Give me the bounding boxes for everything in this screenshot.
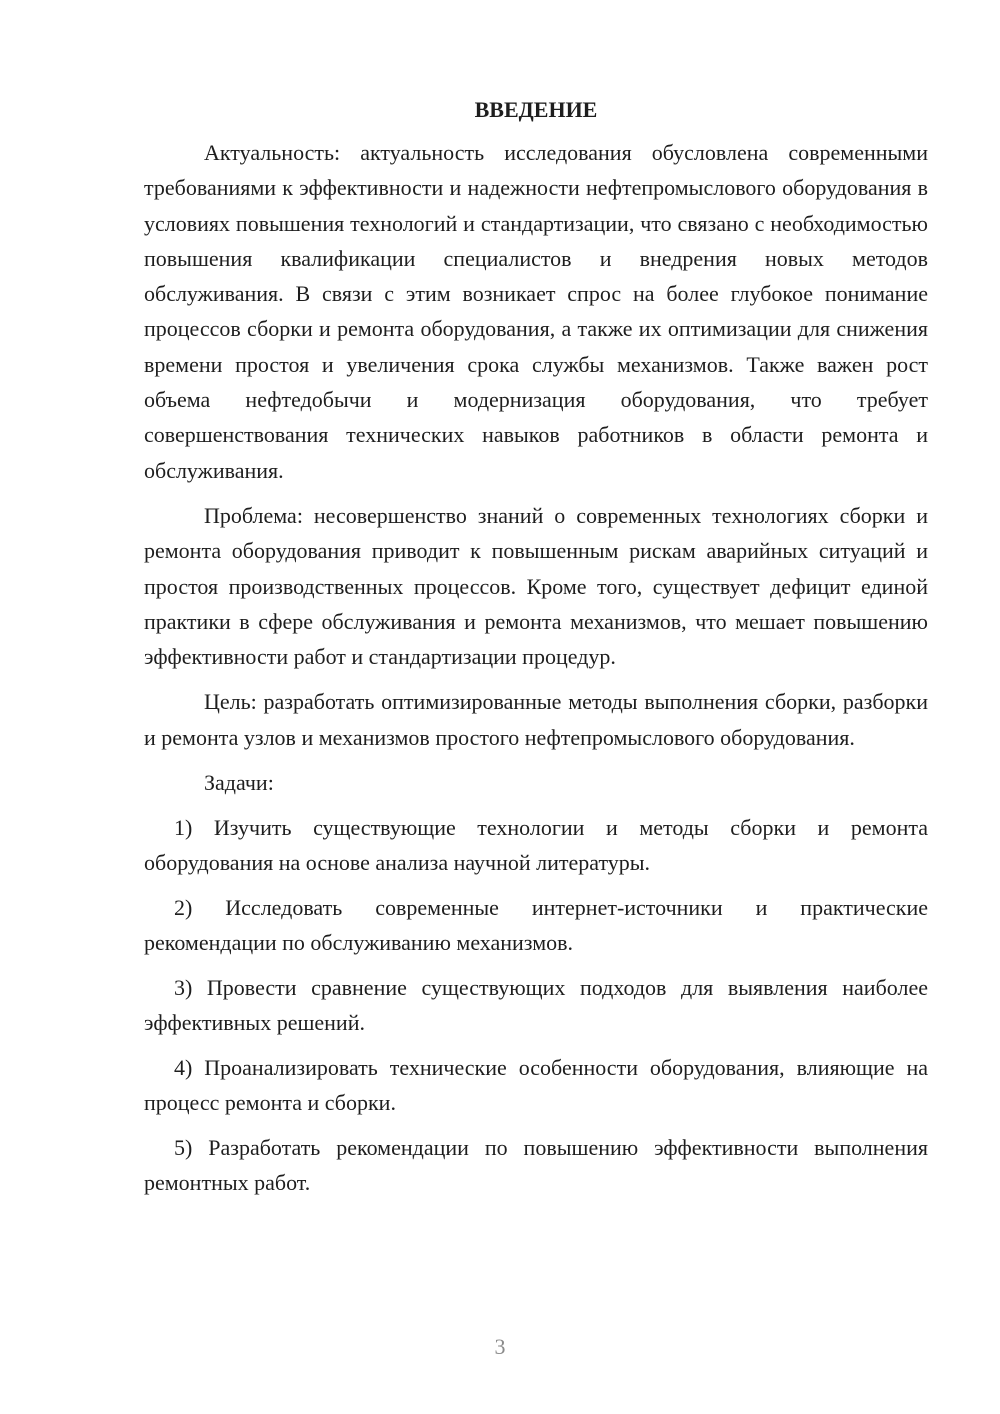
page-content (144, 95, 928, 1200)
task-item-4: 4) Проанализировать технические особенности оборудования, влияющие на процесс ремонта и сборки. (144, 1055, 928, 1116)
section-heading: ВВЕДЕНИЕ (474, 97, 598, 122)
tasks-list (144, 810, 928, 1200)
task-item-1: 1) Изучить существующие технологии и методы сборки и ремонта оборудования на основе анализа научной литературы. (144, 815, 928, 876)
task-item-5: 5) Разработать рекомендации по повышению эффективности выполнения ремонтных работ. (144, 1135, 928, 1196)
paragraph-relevance: Актуальность: актуальность исследования обусловлена современными требованиями к эффективности и надежности нефтепромыслового оборудования в условиях повышения технологий и стандартизации, что связано с необходимостью повышения квалификации специалистов и внедрения новых методов обслуживания. В связи с этим возникает спрос на более глубокое понимание процессов сборки и ремонта оборудования, а также их оптимизации для снижения времени простоя и увеличения срока службы механизмов. Также важен рост объема нефтедобычи и модернизация оборудования, что требует совершенствования технических навыков работников в области ремонта и обслуживания. (144, 140, 928, 483)
paragraph-problem: Проблема: несовершенство знаний о современных технологиях сборки и ремонта оборудования приводит к повышенным рискам аварийных ситуаций и простоя производственных процессов. Кроме того, существует дефицит единой практики в сфере обслуживания и ремонта механизмов, что мешает повышению эффективности работ и стандартизации процедур. (144, 502, 928, 670)
task-item-3: 3) Провести сравнение существующих подходов для выявления наиболее эффективных решений. (144, 975, 928, 1036)
page-number: 3 (494, 1334, 506, 1359)
paragraph-goal: Цель: разработать оптимизированные методы выполнения сборки, разборки и ремонта узлов и механизмов простого нефтепромыслового оборудования. (144, 689, 928, 750)
tasks-label: Задачи: (204, 770, 274, 796)
task-item-2: 2) Исследовать современные интернет-источники и практические рекомендации по обслуживанию механизмов. (144, 895, 928, 956)
